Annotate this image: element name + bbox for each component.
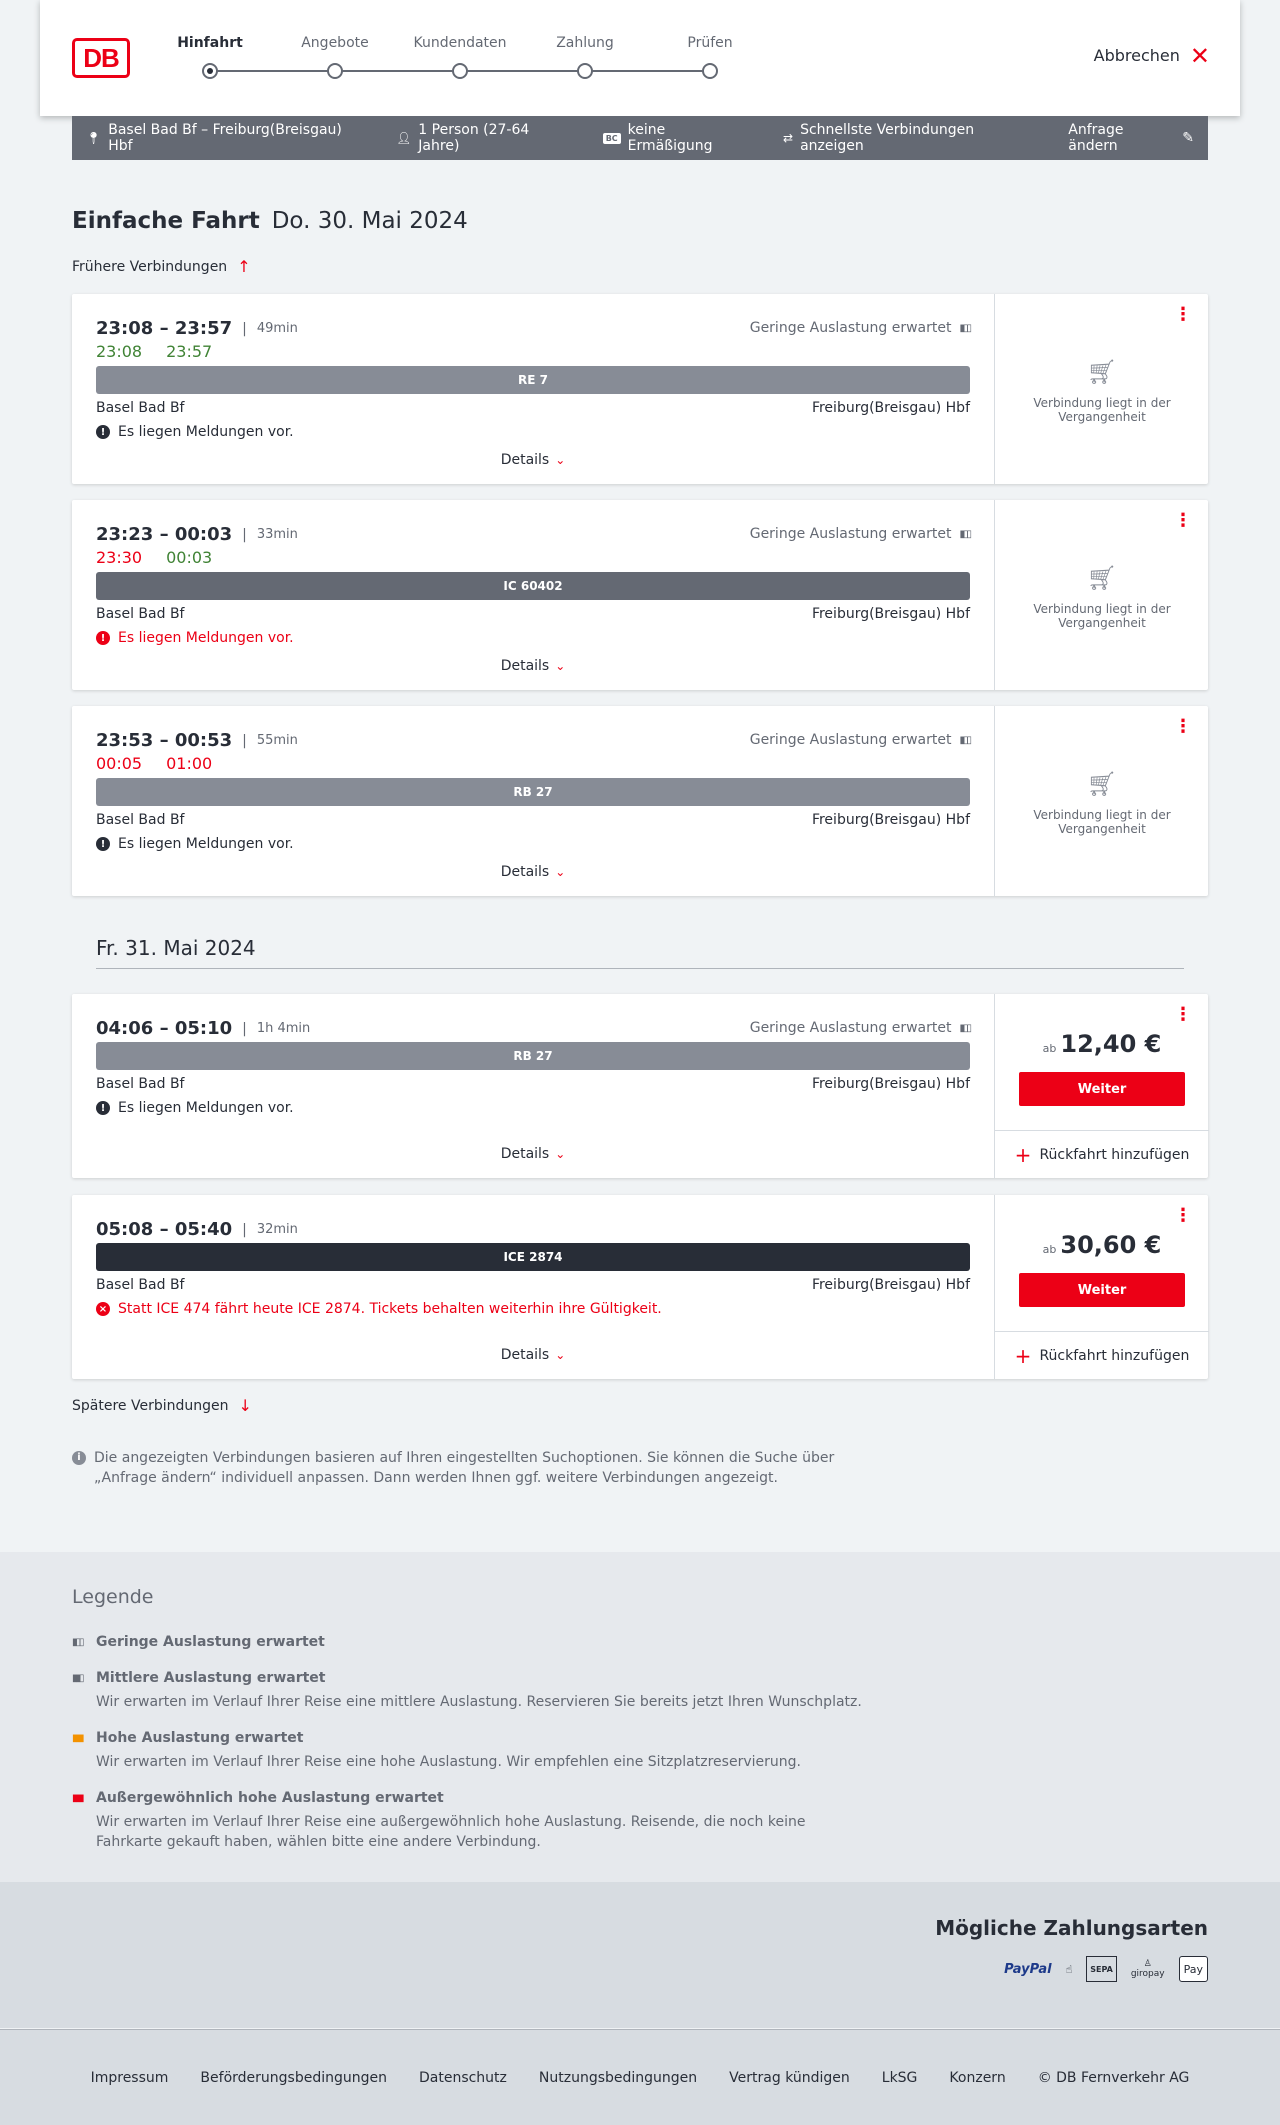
load-medium-icon: ▮▮▯ — [72, 1672, 83, 1684]
to-station: Freiburg(Breisgau) Hbf — [811, 1076, 970, 1092]
step-dot-kundendaten — [452, 63, 468, 79]
sepa-icon: SEPA — [1086, 1956, 1117, 1982]
legend-title: Legende — [72, 1586, 154, 1608]
add-return-button[interactable] — [995, 1331, 1209, 1379]
price — [995, 1030, 1209, 1058]
train-bar: RB 27 — [96, 1042, 970, 1070]
change-query-label: Anfrage ändern — [1068, 122, 1124, 154]
info-note — [72, 1448, 852, 1488]
legend-desc: Wir erwarten im Verlauf Ihrer Reise eine außergewöhnlich hohe Auslastung. Reisende, die noch keine Fahrkarte gekauft haben, wählen bitte eine andere Verbindung. — [96, 1814, 806, 1850]
step-dot-pruefen — [702, 63, 718, 79]
load-exceptional-icon: ▮▮▮ — [72, 1792, 83, 1804]
price-prefix: ab — [1042, 1042, 1057, 1055]
footer-link-vertrag-kuendigen[interactable]: Vertrag kündigen — [729, 2069, 850, 2086]
add-return-label: Rückfahrt hinzufügen — [1039, 1146, 1190, 1163]
chevron-down-icon: ⌄ — [555, 659, 566, 673]
add-return-button[interactable] — [995, 1130, 1209, 1178]
time-range: 04:06 – 05:10 — [96, 1018, 233, 1039]
footer-link-konzern[interactable]: Konzern — [949, 2069, 1006, 2086]
past-notice — [995, 770, 1209, 836]
legend-item — [72, 1670, 872, 1712]
load-low-icon: ▮▯▯ — [959, 528, 970, 540]
duration: 33min — [256, 527, 298, 542]
realtime-arrival: 00:03 — [166, 548, 213, 567]
db-logo[interactable]: DB — [72, 38, 130, 78]
query-discount — [603, 122, 751, 154]
apple-pay-icon — [1179, 1956, 1208, 1982]
footer-link-nutzungsbedingungen[interactable]: Nutzungsbedingungen — [538, 2069, 698, 2086]
step-angebote: Angebote — [301, 35, 369, 51]
message-text: Es liegen Meldungen vor. — [118, 836, 294, 852]
close-icon: ✕ — [1189, 41, 1210, 70]
load-low-icon: ▮▯▯ — [959, 1022, 970, 1034]
time-range: 23:53 – 00:53 — [96, 730, 233, 751]
time-range: 05:08 – 05:40 — [96, 1219, 233, 1240]
chevron-down-icon: ⌄ — [555, 1348, 566, 1362]
from-station: Basel Bad Bf — [96, 1277, 185, 1293]
realtime-departure: 00:05 — [96, 754, 143, 773]
later-connections-link[interactable] — [72, 1396, 252, 1415]
legend-item — [72, 1634, 872, 1650]
legend-desc: Wir erwarten im Verlauf Ihrer Reise eine mittlere Auslastung. Reservieren Sie bereits jetzt Ihren Wunschplatz. — [96, 1694, 862, 1710]
load-text: Geringe Auslastung erwartet — [749, 732, 952, 748]
legend-item — [72, 1790, 872, 1852]
legend-item — [72, 1730, 872, 1772]
giropay-label: giropay — [1130, 1969, 1165, 1979]
to-station: Freiburg(Breisgau) Hbf — [811, 812, 970, 828]
from-station: Basel Bad Bf — [96, 812, 185, 828]
weiter-button[interactable]: Weiter — [1019, 1072, 1185, 1106]
time-range: 23:08 – 23:57 — [96, 318, 233, 339]
load-low-icon: ▮▯▯ — [959, 734, 970, 746]
realtime-departure: 23:08 — [96, 342, 143, 361]
info-icon: i — [72, 1451, 86, 1465]
message-text: Es liegen Meldungen vor. — [118, 1100, 294, 1116]
time-range: 23:23 – 00:03 — [96, 524, 233, 545]
step-dot-hinfahrt — [202, 63, 218, 79]
bahncard-icon: BC — [603, 133, 621, 144]
legend-head: Geringe Auslastung erwartet — [96, 1634, 325, 1650]
cancel-circle-icon: × — [96, 1302, 110, 1316]
message — [96, 424, 294, 440]
train-bar: RB 27 — [96, 778, 970, 806]
apple-pay-label: Pay — [1183, 1962, 1203, 1976]
paypal-icon: PayPal — [1004, 1961, 1052, 1977]
to-station: Freiburg(Breisgau) Hbf — [811, 606, 970, 622]
legend — [0, 1552, 1280, 1882]
realtime-arrival: 23:57 — [166, 342, 213, 361]
connection-card[interactable]: 05:08 – 05:40 | 32min ICE 2874 Basel Bad Bf Freiburg(Breisgau) Hbf × Statt ICE 474 fährt heute ICE 2874. Tickets behalten weiterhin ihre Gültigkeit. Details ⌄ ⋮ ab 30,60 € Weiter + Rückfahrt hinzufügen — [72, 1195, 1208, 1379]
details-label: Details — [500, 1146, 550, 1162]
from-station: Basel Bad Bf — [96, 1076, 185, 1092]
payment-icons — [1004, 1956, 1208, 1982]
chevron-down-icon: ⌄ — [555, 1147, 566, 1161]
legend-head: Außergewöhnlich hohe Auslastung erwartet — [96, 1790, 444, 1806]
payment-section — [0, 1882, 1280, 2028]
from-station: Basel Bad Bf — [96, 606, 185, 622]
more-options-icon[interactable]: ⋮ — [1174, 1004, 1192, 1025]
plus-icon: + — [1014, 1343, 1032, 1368]
past-notice — [995, 358, 1209, 424]
query-fastest — [783, 122, 1036, 154]
day-header: Fr. 31. Mai 2024 — [96, 936, 1184, 969]
step-hinfahrt: Hinfahrt — [177, 35, 243, 51]
train-bar: RE 7 — [96, 366, 970, 394]
price-prefix: ab — [1042, 1243, 1057, 1256]
credit-card-hand-icon: ☝︎ — [1065, 1962, 1073, 1976]
later-label: Spätere Verbindungen — [72, 1397, 229, 1414]
legend-head: Hohe Auslastung erwartet — [96, 1730, 304, 1746]
load-text: Geringe Auslastung erwartet — [749, 320, 952, 336]
alert-icon: ! — [96, 837, 110, 851]
giropay-icon: ♙ giropay — [1130, 1959, 1165, 1979]
duration: 32min — [256, 1222, 298, 1237]
query-persons — [396, 122, 571, 154]
arrow-up-icon: ↑ — [237, 257, 251, 276]
message-text: Es liegen Meldungen vor. — [118, 424, 294, 440]
step-kundendaten: Kundendaten — [413, 35, 507, 51]
cart-unavailable-icon: 🛒︎ — [1086, 564, 1118, 592]
earlier-label: Frühere Verbindungen — [72, 258, 228, 275]
legend-head: Mittlere Auslastung erwartet — [96, 1670, 326, 1686]
step-zahlung: Zahlung — [556, 35, 614, 51]
person-icon: 👤︎ — [396, 131, 412, 145]
more-options-icon[interactable]: ⋮ — [1174, 716, 1192, 737]
price-amount: 30,60 € — [1060, 1231, 1162, 1259]
alert-icon: ! — [96, 425, 110, 439]
chevron-down-icon: ⌄ — [555, 453, 566, 467]
info-text: Die angezeigten Verbindungen basieren auf Ihren eingestellten Suchoptionen. Sie können die Suche über „Anfrage ändern“ individuell anpassen. Dann werden Ihnen ggf. weitere Verbindungen angezeigt. — [94, 1450, 835, 1486]
details-label: Details — [500, 1347, 550, 1363]
change-query-button[interactable] — [1068, 122, 1194, 154]
details-toggle[interactable] — [72, 658, 994, 674]
realtime-departure: 23:30 — [96, 548, 143, 567]
footer — [0, 2029, 1280, 2125]
more-options-icon[interactable]: ⋮ — [1174, 1205, 1192, 1226]
details-label: Details — [500, 452, 550, 468]
cart-unavailable-icon: 🛒︎ — [1086, 770, 1118, 798]
earlier-connections-link[interactable] — [72, 257, 251, 276]
past-notice — [995, 564, 1209, 630]
train-bar: ICE 2874 — [96, 1243, 970, 1271]
load-text: Geringe Auslastung erwartet — [749, 1020, 952, 1036]
footer-link-impressum[interactable]: Impressum — [90, 2069, 169, 2086]
price — [995, 1231, 1209, 1259]
message — [96, 1100, 294, 1116]
footer-link-befoerderungsbedingungen[interactable]: Beförderungsbedingungen — [200, 2069, 387, 2086]
connection-card[interactable]: 23:23 – 00:03 | 33min Geringe Auslastung erwartet ▮▯▯ 23:30 00:03 IC 60402 Basel Bad Bf Freiburg(Breisgau) Hbf ! Es liegen Meldungen vor. Details ⌄ ⋮ 🛒︎ Verbindung liegt in der Vergangenheit — [72, 500, 1208, 690]
realtime-arrival: 01:00 — [166, 754, 213, 773]
connection-card[interactable]: 23:08 – 23:57 | 49min Geringe Auslastung erwartet ▮▯▯ 23:08 23:57 RE 7 Basel Bad Bf Freiburg(Breisgau) Hbf ! Es liegen Meldungen vor. Details ⌄ ⋮ 🛒︎ Verbindung liegt in der Vergangenheit — [72, 294, 1208, 484]
fastest-text: Schnellste Verbindungen anzeigen — [800, 122, 975, 154]
step-dot-zahlung — [577, 63, 593, 79]
details-toggle[interactable] — [72, 1146, 994, 1162]
past-text: Verbindung liegt in der Vergangenheit — [1033, 602, 1171, 630]
load-low-icon: ▮▯▯ — [72, 1636, 83, 1648]
duration: 49min — [256, 321, 298, 336]
to-station: Freiburg(Breisgau) Hbf — [811, 400, 970, 416]
connection-card[interactable]: 04:06 – 05:10 | 1h 4min Geringe Auslastung erwartet ▮▯▯ RB 27 Basel Bad Bf Freiburg(Breisgau) Hbf ! Es liegen Meldungen vor. Details ⌄ ⋮ ab 12,40 € Weiter + Rückfahrt hinzufügen — [72, 994, 1208, 1178]
alert-icon: ! — [96, 1101, 110, 1115]
details-toggle[interactable] — [72, 864, 994, 880]
to-station: Freiburg(Breisgau) Hbf — [811, 1277, 970, 1293]
location-pin-icon: 📍︎ — [86, 131, 102, 145]
weiter-button[interactable]: Weiter — [1019, 1273, 1185, 1307]
footer-link-datenschutz[interactable]: Datenschutz — [418, 2069, 507, 2086]
message — [96, 1301, 662, 1317]
duration: 1h 4min — [256, 1021, 311, 1036]
header — [40, 0, 1240, 116]
details-toggle[interactable] — [72, 452, 994, 468]
past-text: Verbindung liegt in der Vergangenheit — [1033, 396, 1171, 424]
route-text: Basel Bad Bf – Freiburg(Breisgau) Hbf — [108, 122, 342, 154]
payment-title: Mögliche Zahlungsarten — [935, 1916, 1208, 1940]
step-dot-angebote — [327, 63, 343, 79]
details-label: Details — [500, 864, 550, 880]
step-pruefen: Prüfen — [687, 35, 733, 51]
more-options-icon[interactable]: ⋮ — [1174, 510, 1192, 531]
cancel-label: Abbrechen — [1093, 46, 1180, 65]
plus-icon: + — [1014, 1142, 1032, 1167]
cart-unavailable-icon: 🛒︎ — [1086, 358, 1118, 386]
page-title — [72, 208, 468, 234]
details-label: Details — [500, 658, 550, 674]
query-bar — [72, 116, 1208, 160]
arrow-down-icon: ↓ — [238, 1396, 252, 1415]
pencil-icon: ✎ — [1182, 130, 1194, 146]
query-route — [86, 122, 364, 154]
message — [96, 836, 294, 852]
load-text: Geringe Auslastung erwartet — [749, 526, 952, 542]
message-text: Statt ICE 474 fährt heute ICE 2874. Tickets behalten weiterhin ihre Gültigkeit. — [118, 1301, 662, 1317]
price-amount: 12,40 € — [1060, 1030, 1162, 1058]
from-station: Basel Bad Bf — [96, 400, 185, 416]
trip-type: Einfache Fahrt — [72, 208, 260, 234]
add-return-label: Rückfahrt hinzufügen — [1039, 1347, 1190, 1364]
load-high-icon: ▮▮▮ — [72, 1732, 83, 1744]
more-options-icon[interactable]: ⋮ — [1174, 304, 1192, 325]
train-bar: IC 60402 — [96, 572, 970, 600]
legend-desc: Wir erwarten im Verlauf Ihrer Reise eine hohe Auslastung. Wir empfehlen eine Sitzplatzreservierung. — [96, 1754, 801, 1770]
persons-text: 1 Person (27-64 Jahre) — [418, 122, 530, 154]
message-text: Es liegen Meldungen vor. — [118, 630, 294, 646]
swap-arrows-icon: ⇄ — [783, 131, 794, 145]
past-text: Verbindung liegt in der Vergangenheit — [1033, 808, 1171, 836]
details-toggle[interactable] — [72, 1347, 994, 1363]
connection-card[interactable]: 23:53 – 00:53 | 55min Geringe Auslastung erwartet ▮▯▯ 00:05 01:00 RB 27 Basel Bad Bf Freiburg(Breisgau) Hbf ! Es liegen Meldungen vor. Details ⌄ ⋮ 🛒︎ Verbindung liegt in der Vergangenheit — [72, 706, 1208, 896]
duration: 55min — [256, 733, 298, 748]
cancel-button[interactable] — [1093, 41, 1210, 70]
footer-link-lksg[interactable]: LkSG — [881, 2069, 918, 2086]
message — [96, 630, 294, 646]
chevron-down-icon: ⌄ — [555, 865, 566, 879]
copyright: © DB Fernverkehr AG — [1037, 2069, 1190, 2086]
trip-date: Do. 30. Mai 2024 — [271, 208, 468, 234]
alert-icon: ! — [96, 631, 110, 645]
load-low-icon: ▮▯▯ — [959, 322, 970, 334]
discount-text: keine Ermäßigung — [627, 122, 713, 154]
